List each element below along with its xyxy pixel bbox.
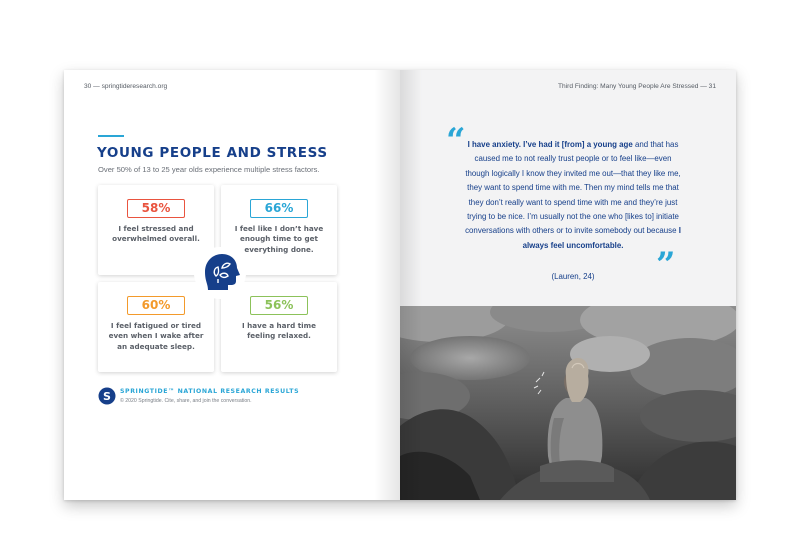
right-page (400, 70, 736, 500)
stat-label: I feel like I don’t have enough time to get everything done. (234, 224, 324, 254)
left-page (64, 70, 400, 500)
page-folio-right: Third Finding: Many Young People Are Stressed — 31 (558, 83, 716, 90)
page-subtitle: Over 50% of 13 to 25 year olds experience multiple stress factors. (98, 165, 320, 174)
logo-letter: S (103, 390, 111, 403)
title-accent-rule (98, 135, 124, 137)
quote-body: and that has caused me to not really trust people or to feel like—even though logically I know they invited me out—that they like me, they want to spend time with me. Then my mind tells me that they don’t really want to spend time with me and they’re just trying to be nice. I’m usually not the one who [likes to] initiate conversations with others or to invite somebody out because (465, 140, 681, 236)
open-quote-mark: “ (446, 121, 466, 161)
springtide-logo-icon (98, 387, 116, 405)
brand-copyright: © 2020 Springtide. Cite, share, and join the conversation. (120, 398, 252, 404)
pull-quote (464, 138, 682, 253)
quote-lead-bold: I have anxiety. I’ve had it [from] a young age (467, 140, 633, 149)
quote-attribution: (Lauren, 24) (551, 272, 595, 281)
stat-label: I have a hard time feeling relaxed. (242, 321, 316, 341)
close-quote-mark: ” (656, 245, 676, 285)
stat-percent: 60% (127, 296, 185, 315)
brand-footer (98, 387, 358, 409)
brand-name: SPRINGTIDE™ NATIONAL RESEARCH RESULTS (120, 388, 300, 395)
head-with-leaves-icon (194, 246, 246, 300)
stat-label: I feel stressed and overwhelmed overall. (112, 224, 200, 244)
stat-label: I feel fatigued or tired even when I wake after an adequate sleep. (108, 321, 204, 351)
page-title: YOUNG PEOPLE AND STRESS (97, 145, 328, 161)
stat-percent: 56% (250, 296, 308, 315)
page-folio-left: 30 — springtideresearch.org (84, 83, 168, 90)
stat-percent: 58% (127, 199, 185, 218)
stat-percent: 66% (250, 199, 308, 218)
quote-end-bold: I always feel uncomfortable. (522, 226, 681, 250)
photo-woman-on-rocks (400, 306, 736, 500)
